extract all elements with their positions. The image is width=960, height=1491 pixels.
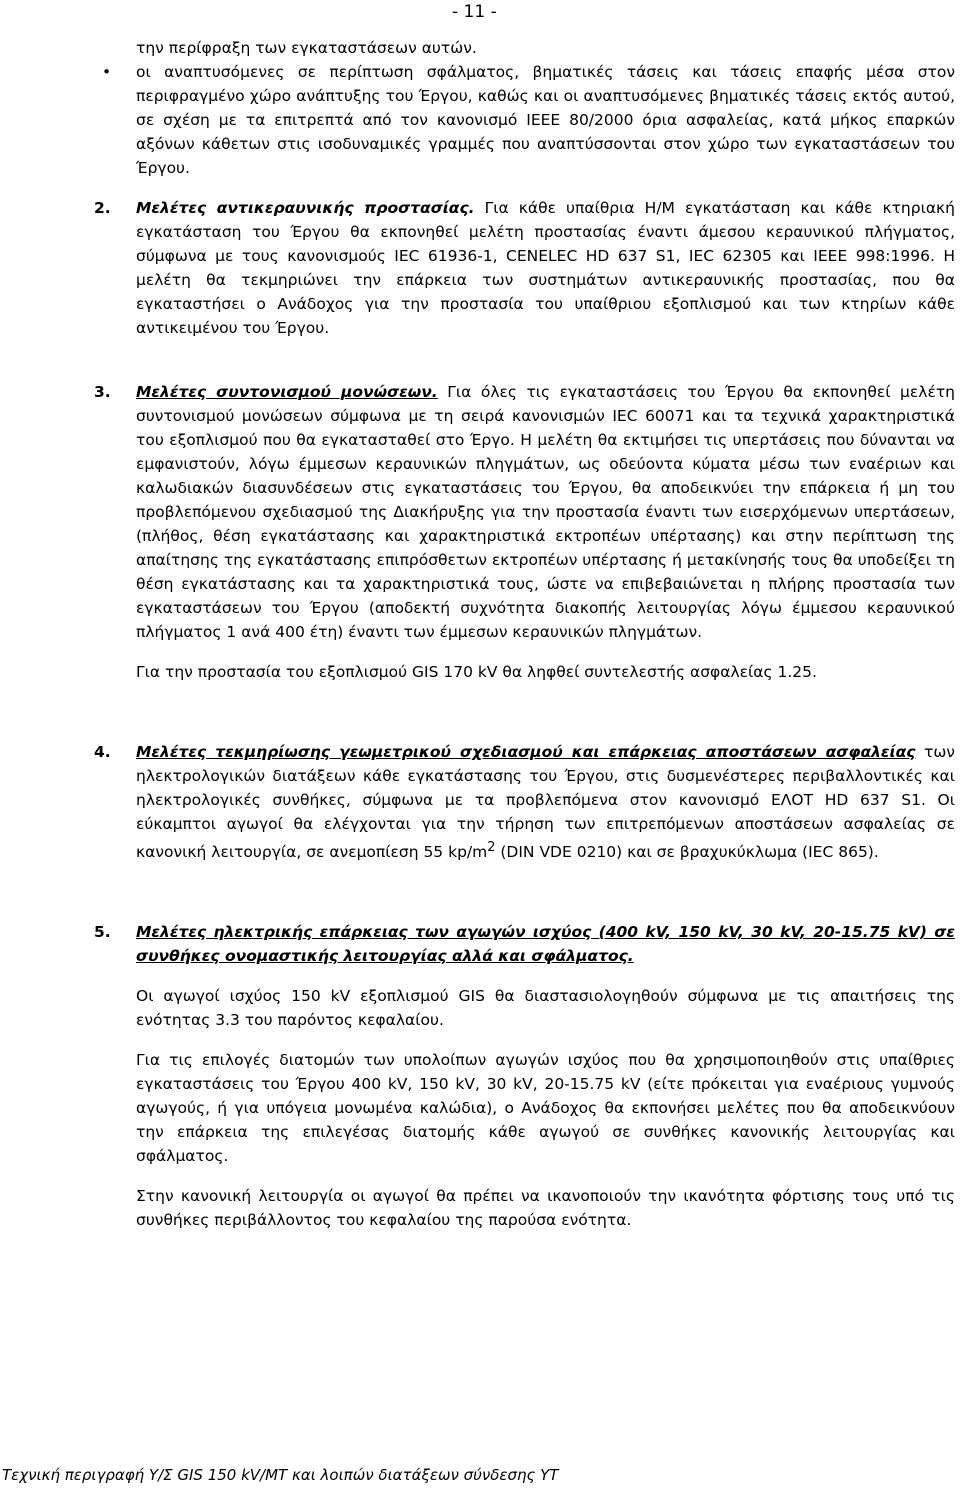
bullet-icon: • — [102, 63, 112, 81]
section-heading: Μελέτες συντονισμού μονώσεων. — [136, 383, 438, 401]
section-heading: Μελέτες ηλεκτρικής επάρκειας των αγωγών ισχύος (400 kV, 150 kV, 30 kV, 20-15.75 kV) σε συνθήκες ονομαστικής λειτουργίας αλλά και σφάλματος. — [136, 923, 955, 966]
intro-text: την περίφραξη των εγκαταστάσεων αυτών. — [136, 39, 477, 57]
section-paragraph: Για τις επιλογές διατομών των υπολοίπων αγωγών ισχύος που θα χρησιμοποιηθούν στις υπαίθριες εγκαταστάσεις του Έργου 400 kV, 150 kV, 30 kV, 20-15.75 kV (είτε πρόκειται για εναέριους γυμνούς αγωγούς, ή για υπόγεια μονωμένα καλώδια), ο Ανάδοχος θα εκπονήσει μελέτες που θα αποδεικνύουν την επάρκεια της επιλεγέσας διατομής κάθε αγωγού σε συνθήκες κανονικής λειτουργίας και σφάλματος. — [136, 1051, 955, 1166]
section-text: Για κάθε υπαίθρια Η/Μ εγκατάσταση και κάθε κτηριακή εγκατάσταση του Έργου θα εκπονηθεί μελέτη προστασίας έναντι άμεσου κεραυνικού πλήγματος, σύμφωνα με τους κανονισμούς IEC 61936-1, CENELEC HD 637 S1, IEC 62305 και IEEE 998:1996. Η μελέτη θα τεκμηριώνει την επάρκεια των συστημάτων αντικεραυνικής προστασίας, που θα εγκαταστήσει ο Ανάδοχος για την προστασία του υπαίθριου εξοπλισμού και των κτηρίων κάθε αντικειμένου του Έργου. — [136, 199, 956, 337]
document-body — [94, 36, 956, 1232]
section-number: 5. — [94, 923, 111, 942]
superscript: 2 — [487, 840, 496, 855]
section-2 — [94, 196, 956, 340]
list-item — [102, 60, 955, 180]
section-paragraph: Οι αγωγοί ισχύος 150 kV εξοπλισμού GIS θα διαστασιολογηθούν σύμφωνα με τις απαιτήσεις της ενότητας 3.3 του παρόντος κεφαλαίου. — [136, 987, 955, 1030]
section-paragraph: Στην κανονική λειτουργία οι αγωγοί θα πρέπει να ικανοποιούν την ικανότητα φόρτισης τους υπό τις συνθήκες περιβάλλοντος του κεφαλαίου της παρούσα ενότητα. — [136, 1187, 955, 1230]
section-heading: Μελέτες τεκμηρίωσης γεωμετρικού σχεδιασμού και επάρκειας αποστάσεων ασφαλείας — [136, 743, 916, 761]
section-text-end: (DIN VDE 0210) και σε βραχυκύκλωμα (IEC 865). — [495, 843, 879, 862]
bullet-text: οι αναπτυσόμενες σε περίπτωση σφάλματος, βηματικές τάσεις και τάσεις επαφής μέσα στον περιφραγμένο χώρο ανάπτυξης του Έργου, καθώς και οι αναπτυσόμενες βηματικές τάσεις εκτός αυτού, σε σχέση με τα επιτρεπτά από τον κανονισμό ΙΕΕΕ 80/2000 όρια ασφαλείας, κατά μήκος επαρκών αξόνων κάθετων στις ισοδυναμικές γραμμές που αναπτύσσονται στον χώρο των εγκαταστάσεων του Έργου. — [136, 63, 955, 177]
section-extra-text: Για την προστασία του εξοπλισμού GIS 170 kV θα ληφθεί συντελεστής ασφαλείας 1.25. — [136, 663, 817, 681]
page-number: - 11 - — [452, 2, 497, 22]
section-4 — [94, 740, 955, 864]
section-3 — [94, 380, 955, 684]
section-number: 4. — [94, 743, 111, 761]
page-footer: Τεχνική περιγραφή Υ/Σ GIS 150 kV/MT και λοιπών διατάξεων σύνδεσης ΥΤ — [2, 1466, 559, 1484]
section-text: των ηλεκτρολογικών διατάξεων κάθε εγκατάστασης του Έργου, στις δυσμενέστερες περιβαλλοντικές και ηλεκτρολογικές συνθήκες, σύμφωνα με τα προβλεπόμενα στον κανονισμό ΕΛΟΤ HD 637 S1. Οι εύκαμπτοι αγωγοί θα ελέγχονται για την τήρηση των επιτρεπόμενων αποστάσεων ασφαλείας σε κανονική λειτουργία, σε ανεμοπίεση 55 kp/m — [136, 743, 955, 862]
section-number: 3. — [94, 383, 111, 401]
section-number: 2. — [94, 199, 111, 217]
section-text: Για όλες τις εγκαταστάσεις του Έργου θα εκπονηθεί μελέτη συντονισμού μονώσεων σύμφωνα με τη σειρά κανονισμών IEC 60071 και τα τεχνικά χαρακτηριστικά του εξοπλισμού που θα εγκατασταθεί στο Έργο. Η μελέτη θα εκτιμήσει τις υπερτάσεις που δύνανται να εμφανιστούν, λόγω έμμεσων κεραυνικών πληγμάτων, ως οδεύοντα κύματα μέσω των εναέριων και καλωδιακών διασυνδέσεων στις εγκαταστάσεις του Έργου, θα αποδεικνύει την επάρκεια ή μη του προβλεπόμενου σχεδιασμού της Διακήρυξης για την προστασία έναντι των εισερχόμενων υπερτάσεων, (πλήθος, θέση εγκατάστασης και χαρακτηριστικά εκτροπέων υπέρτασης) και στην περίπτωση της απαίτησης της εγκατάστασης επιπρόσθετων εκτροπέων υπέρτασης ή μετακίνησής τους θα υποδείξει τη θέση εγκατάστασης και τα χαρακτηριστικά τους, ώστε να επιβεβαιώνεται η πλήρης προστασία των εγκαταστάσεων του Έργου (αποδεκτή συχνότητα διακοπής λειτουργίας λόγω έμμεσου κεραυνικού πλήγματος 1 ανά 400 έτη) έναντι των έμμεσων κεραυνικών πληγμάτων. — [136, 383, 955, 641]
section-5 — [94, 920, 955, 1232]
section-heading: Μελέτες αντικεραυνικής προστασίας. — [136, 199, 475, 217]
